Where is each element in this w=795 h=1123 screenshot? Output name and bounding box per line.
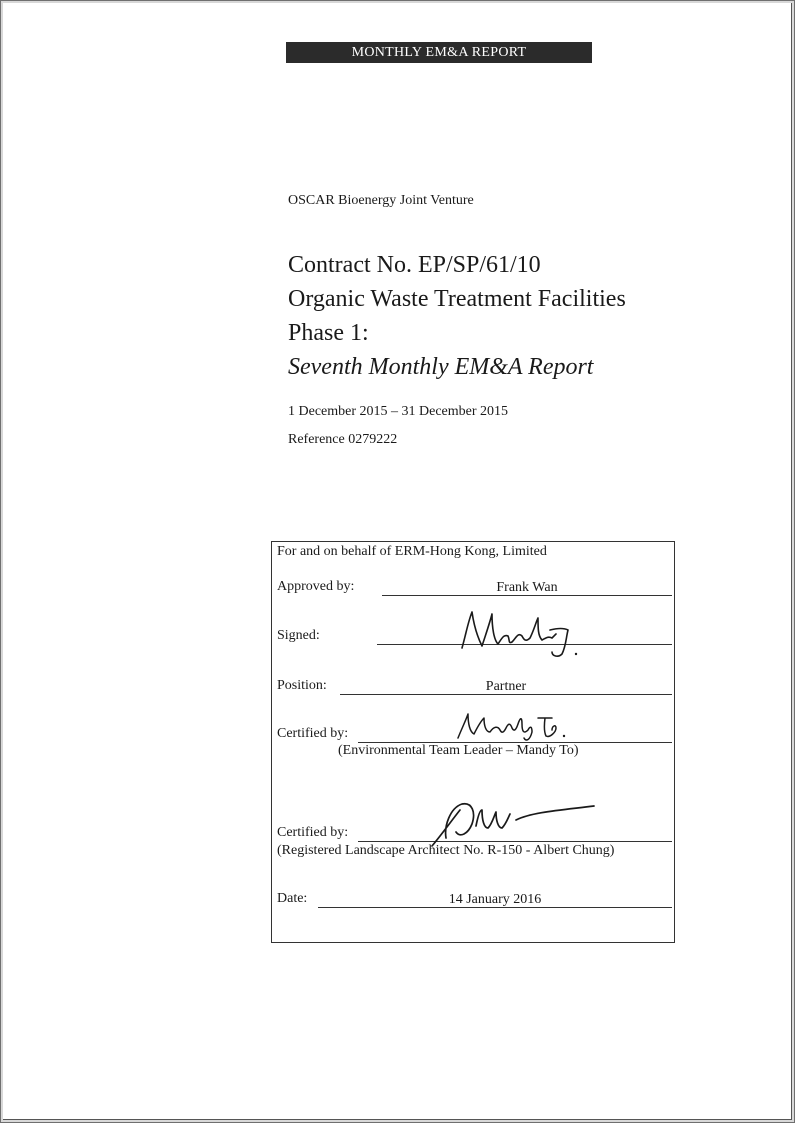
position-label: Position:: [277, 678, 327, 693]
report-title: Seventh Monthly EM&A Report: [288, 354, 594, 380]
date-value: 14 January 2016: [448, 892, 542, 907]
signoff-organisation: For and on behalf of ERM-Hong Kong, Limited: [277, 544, 547, 559]
certified-by-architect-label: Certified by:: [277, 825, 349, 840]
report-title-block: [288, 248, 626, 384]
position-value: Partner: [485, 679, 527, 694]
signoff-box: [271, 541, 675, 943]
certified-by-role-note: (Environmental Team Leader – Mandy To): [338, 743, 579, 758]
certified-by-architect-note: (Registered Landscape Architect No. R-150 - Albert Chung): [277, 843, 615, 858]
approved-by-value: Frank Wan: [496, 580, 558, 595]
contract-number: Contract No. EP/SP/61/10: [288, 252, 541, 278]
report-period: 1 December 2015 – 31 December 2015: [288, 404, 509, 419]
certified-by-label: Certified by:: [277, 726, 349, 741]
approved-by-label: Approved by:: [277, 579, 355, 594]
project-name: Organic Waste Treatment Facilities: [288, 286, 626, 312]
project-phase: Phase 1:: [288, 320, 369, 346]
date-label: Date:: [277, 891, 308, 906]
client-name: OSCAR Bioenergy Joint Venture: [288, 193, 474, 208]
report-reference: Reference 0279222: [288, 432, 398, 447]
signature-frank-wan: [452, 608, 582, 660]
signed-label: Signed:: [277, 628, 320, 643]
signature-mandy-to: [452, 710, 572, 744]
report-type-banner: MONTHLY EM&A REPORT: [286, 42, 592, 63]
